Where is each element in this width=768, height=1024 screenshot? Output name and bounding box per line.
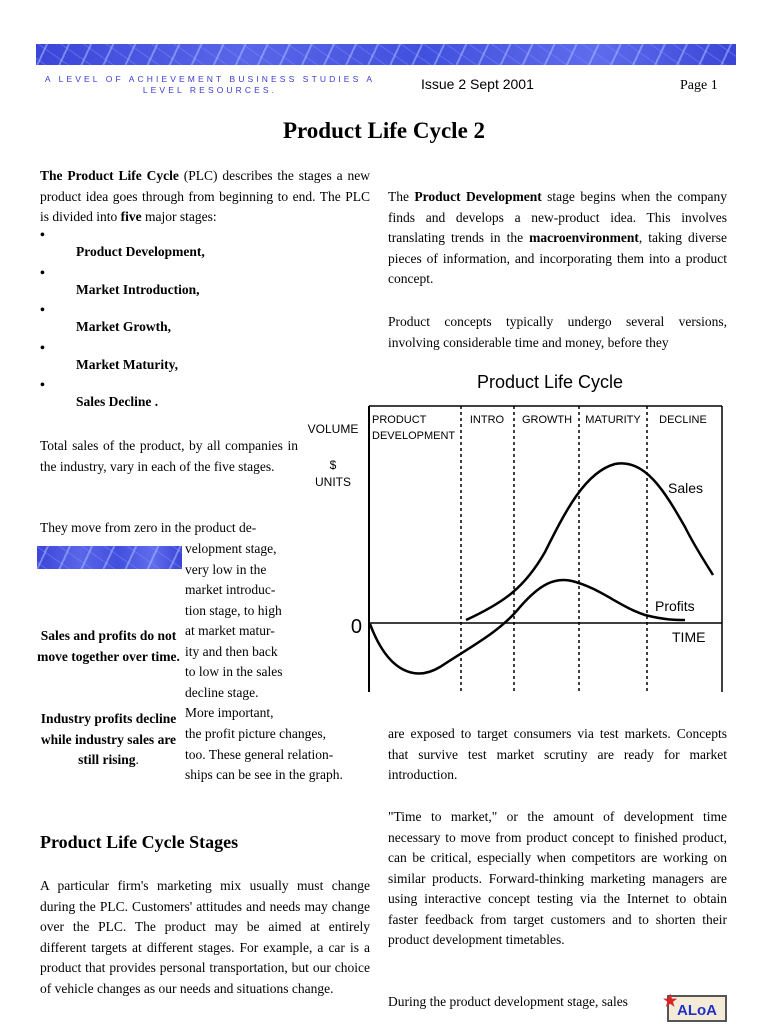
stage-item: • Sales Decline . [40, 378, 159, 409]
plc-term: The Product Life Cycle [40, 168, 179, 183]
plc-intro-paragraph: The Product Life Cycle (PLC) describes the stages a new product idea goes through from beginning to end. The PLC is divided into five major stages: [40, 168, 370, 224]
y-label-dollar: $ [329, 458, 337, 472]
stage-label-intro: INTRO [469, 414, 505, 426]
product-concepts-paragraph: Product concepts typically undergo several versions, involving considerable time and money, before they [388, 314, 727, 350]
series-label-sales: Sales [668, 480, 704, 496]
newsletter-name: A LEVEL OF ACHIEVEMENT BUSINESS STUDIES A LEVEL RESOURCES. [44, 74, 376, 95]
sidebar-banner [37, 546, 182, 569]
issue-label: Issue 2 Sept 2001 [421, 76, 534, 92]
move-paragraph-body: velopment stage, very low in the market introduc- tion stage, to high at market matur- ity and then back to low in the sales decline stage. More important, [185, 541, 283, 720]
star-icon: ★ [663, 993, 678, 1010]
x-axis-label: TIME [672, 629, 706, 645]
total-sales-paragraph: Total sales of the product, by all companies in the industry, vary in each of the five stages. [40, 438, 298, 474]
chart-title: Product Life Cycle [476, 372, 624, 392]
y-label-units: UNITS [315, 475, 351, 489]
stage-item: • Product Development, [40, 228, 205, 259]
callout-sales-profits: Sales and profits do not move together over time. [37, 628, 180, 664]
callout-industry-profits: Industry profits decline while industry sales are still rising. [40, 711, 177, 767]
stage-list [40, 230, 340, 418]
plc-chart [300, 362, 730, 702]
header-banner [36, 44, 736, 65]
aloa-logo: ★ ALoA [667, 995, 727, 1022]
development-sales-paragraph: During the product development stage, sales [388, 994, 628, 1009]
stage-item: • Market Growth, [40, 303, 171, 334]
stage-label-product: PRODUCT [372, 414, 427, 426]
stage-label-maturity: MATURITY [585, 414, 641, 426]
move-paragraph-start: They move from zero in the product de- [40, 520, 257, 535]
stage-label-decline: DECLINE [659, 414, 707, 426]
product-development-paragraph: The Product Development stage begins when the company finds and develops a new-product idea. This involves translating trends in the macroenvironment, taking diverse pieces of information, and incorporating them into a product concept. [388, 189, 727, 286]
page-title: Product Life Cycle 2 [282, 118, 486, 143]
stages-paragraph: A particular firm's marketing mix usually must change during the PLC. Customers' attitudes and needs may change over the PLC. The product may be aimed at entirely different targets at different stages. For example, a car is a product that provides personal transportation, but our choice of vehicle changes as our needs and situations change. [40, 878, 370, 996]
zero-label: 0 [350, 616, 362, 638]
stage-item: • Market Introduction, [40, 265, 200, 297]
stage-item: • Market Maturity, [40, 340, 178, 372]
stage-label-growth: GROWTH [521, 414, 573, 426]
stage-label-development: DEVELOPMENT [372, 430, 456, 442]
stages-heading: Product Life Cycle Stages [40, 832, 239, 852]
move-paragraph-tail: the profit picture changes, too. These general relation- ships can be see in the graph. [185, 726, 343, 782]
profits-curve [370, 580, 685, 673]
test-markets-paragraph: are exposed to target consumers via test markets. Concepts that survive test market scrutiny are ready for market introduction. [388, 726, 727, 782]
page-number: Page 1 [680, 78, 718, 93]
y-label-volume: VOLUME [307, 422, 359, 436]
series-label-profits: Profits [655, 598, 695, 614]
time-to-market-paragraph: "Time to market," or the amount of development time necessary to move from product concept to finished product, can be critical, especially when competitors are working on similar products. Forward-thinking marketing managers are using interactive concept testing via the Internet to obtain faster feedback from target customers and to shorten their product development timetables. [388, 809, 727, 947]
